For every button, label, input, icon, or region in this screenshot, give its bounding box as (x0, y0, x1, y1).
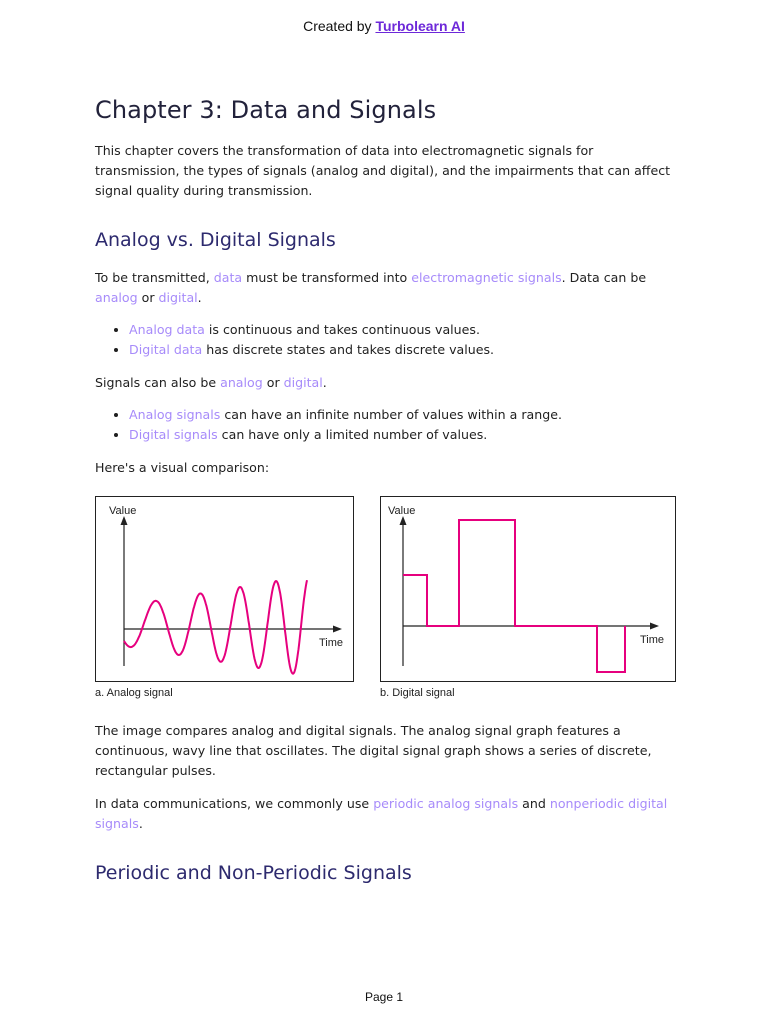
digital-y-label: Value (388, 505, 416, 517)
data-types-list (95, 320, 675, 360)
data-communications-paragraph: In data communications, we commonly use periodic analog signals and nonperiodic digital signals. (95, 796, 668, 831)
signals-paragraph: Signals can also be analog or digital. (95, 375, 327, 390)
highlight-digital: digital (158, 290, 198, 305)
signal-types-list (95, 405, 675, 445)
list-item: • Analog signals can have an infinite number of values within a range. (129, 405, 675, 425)
list-item: • Digital signals can have only a limited number of values. (129, 425, 675, 445)
page-number: Page 1 (364, 990, 404, 1004)
chapter-title: Chapter 3: Data and Signals (95, 96, 437, 124)
turbolearn-link[interactable]: Turbolearn AI (375, 18, 465, 34)
figure-description: The image compares analog and digital signals. The analog signal graph features a continuous, wavy line that oscillates. The digital signal graph shows a series of discrete, rectangular pulses. (95, 723, 652, 778)
analog-y-label: Value (109, 505, 137, 517)
highlight-electromagnetic-signals: electromagnetic signals (411, 270, 562, 285)
visual-comparison-intro: Here's a visual comparison: (95, 460, 270, 475)
analog-signal-figure (95, 496, 355, 699)
analog-x-label: Time (319, 637, 344, 649)
digital-x-label: Time (640, 634, 665, 646)
digital-signal-figure (380, 496, 676, 699)
signal-comparison-figure (95, 496, 675, 704)
digital-caption: b. Digital signal (380, 687, 455, 699)
list-item: • Digital data has discrete states and takes discrete values. (129, 340, 675, 360)
list-item: • Analog data is continuous and takes continuous values. (129, 320, 675, 340)
section-heading-analog-vs-digital: Analog vs. Digital Signals (95, 229, 336, 251)
analog-caption: a. Analog signal (95, 687, 173, 699)
highlight-analog: analog (95, 290, 138, 305)
analog-signal-graph (95, 496, 355, 682)
section-heading-periodic: Periodic and Non-Periodic Signals (95, 862, 412, 884)
digital-signal-graph (380, 496, 676, 682)
intro-paragraph: This chapter covers the transformation of data into electromagnetic signals for transmission, the types of signals (analog and digital), and the impairments that can affect signal quality during transmission. (95, 143, 671, 198)
highlight-data: data (213, 270, 243, 285)
created-by-text: Created by (303, 18, 376, 34)
transmission-paragraph: To be transmitted, data must be transformed into electromagnetic signals. Data can be analog or digital. (95, 270, 647, 305)
page-header (0, 18, 768, 34)
document-body (95, 96, 675, 884)
